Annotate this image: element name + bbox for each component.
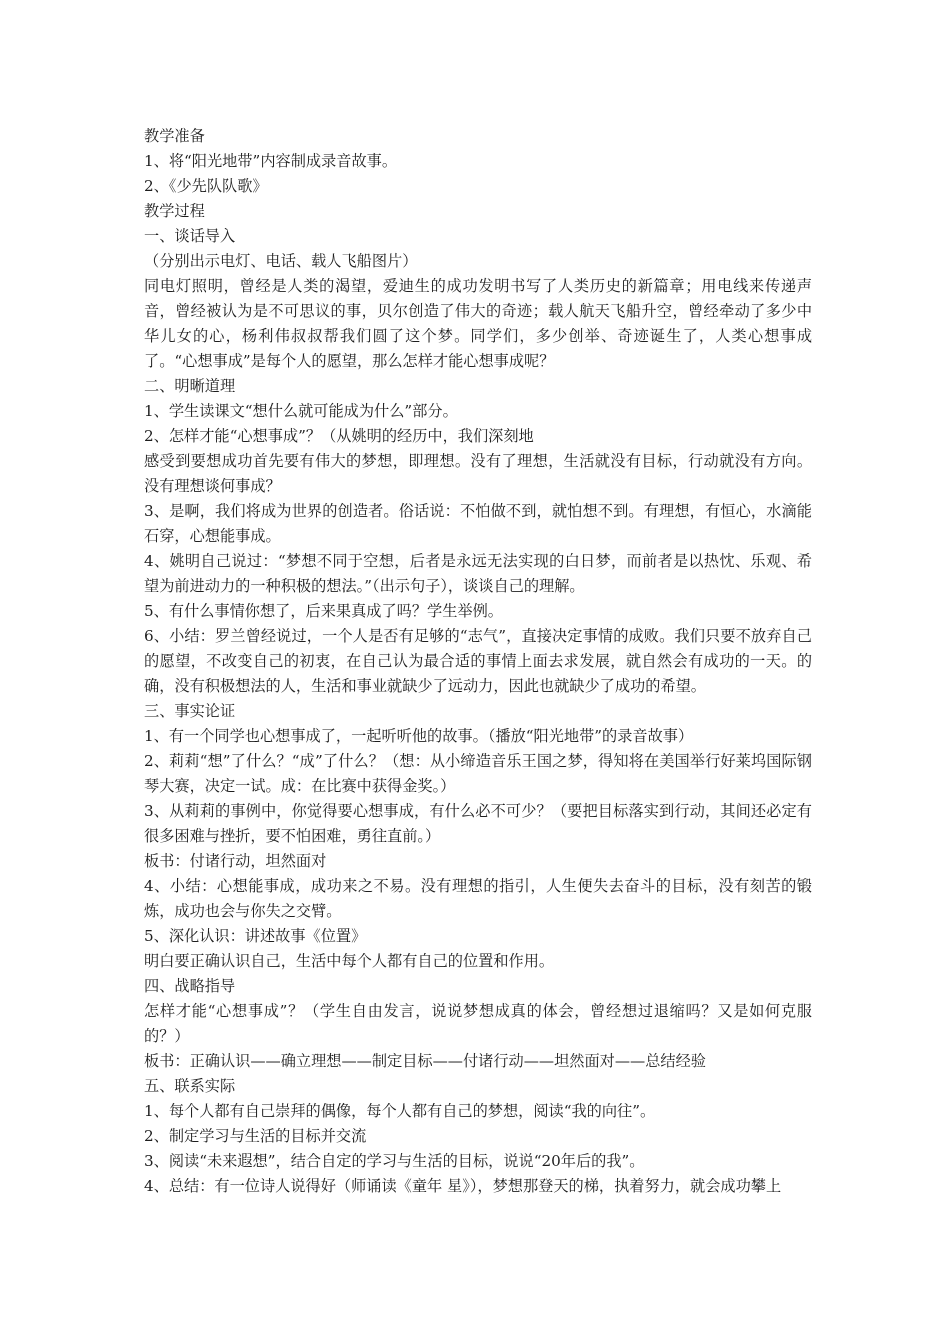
section-heading-2: 二、明晰道理 [144,377,236,395]
section-heading-3: 三、事实论证 [144,702,236,720]
section-heading-teaching-process: 教学过程 [144,202,205,220]
paragraph: 1、每个人都有自己崇拜的偶像，每个人都有自己的梦想，阅读“我的向往”。 [144,1102,656,1120]
paragraph: 同电灯照明，曾经是人类的渴望，爱迪生的成功发明书写了人类历史的新篇章；用电线来传递声音，曾经被认为是不可思议的事，贝尔创造了伟大的奇迹；载人航天飞船升空，曾经牵动了多少中华儿女的心，杨利伟叔叔帮我们圆了这个梦。同学们，多少创举、奇迹诞生了，人类心想事成了。“心想事成”是每个人的愿望，那么怎样才能心想事成呢？ [144,277,812,370]
paragraph: 4、总结：有一位诗人说得好（师诵读《童年 星》），梦想那登天的梯，执着努力，就会成功攀上 [144,1177,782,1195]
board-note: 板书：付诸行动，坦然面对 [144,852,327,870]
paragraph: 4、小结：心想能事成，成功来之不易。没有理想的指引，人生便失去奋斗的目标，没有刻苦的锻炼，成功也会与你失之交臂。 [144,877,812,920]
paragraph: 5、有什么事情你想了，后来果真成了吗？学生举例。 [144,602,503,620]
section-heading-5: 五、联系实际 [144,1077,236,1095]
paragraph: 2、制定学习与生活的目标并交流 [144,1127,367,1145]
paragraph: 6、小结：罗兰曾经说过，一个人是否有足够的“志气”，直接决定事情的成败。我们只要不放弃自己的愿望，不改变自己的初衷，在自己认为最合适的事情上面去求发展，就自然会有成功的一天。的确，没有积极想法的人，生活和事业就缺少了远动力，因此也就缺少了成功的希望。 [144,627,812,695]
paragraph: 3、阅读“未来遐想”，结合自定的学习与生活的目标，说说“20年后的我”。 [144,1152,645,1170]
paragraph: 3、是啊，我们将成为世界的创造者。俗话说：不怕做不到，就怕想不到。有理想，有恒心，水滴能石穿，心想能事成。 [144,502,812,545]
section-heading-teaching-prep: 教学准备 [144,127,205,145]
section-heading-4: 四、战略指导 [144,977,236,995]
paragraph: 5、深化认识：讲述故事《位置》 [144,927,367,945]
paragraph: 2、怎样才能“心想事成”？（从姚明的经历中，我们深刻地 [144,427,534,445]
section-heading-1: 一、谈话导入 [144,227,236,245]
paragraph: 1、将“阳光地带”内容制成录音故事。 [144,152,398,170]
paragraph: 2、《少先队队歌》 [144,177,268,195]
board-note: 板书：正确认识——确立理想——制定目标——付诸行动——坦然面对——总结经验 [144,1052,706,1070]
paragraph: 2、莉莉“想”了什么？“成”了什么？（想：从小缔造音乐王国之梦，得知将在美国举行好莱坞国际钢琴大赛，决定一试。成：在比赛中获得金奖。） [144,752,812,795]
document-body [144,124,812,1199]
paragraph: 3、从莉莉的事例中，你觉得要心想事成，有什么必不可少？（要把目标落实到行动，其间还必定有很多困难与挫折，要不怕困难，勇往直前。） [144,802,812,845]
paragraph: 4、姚明自己说过：“梦想不同于空想，后者是永远无法实现的白日梦，而前者是以热忱、乐观、希望为前进动力的一种积极的想法。”（出示句子），谈谈自己的理解。 [144,552,812,595]
paragraph: 感受到要想成功首先要有伟大的梦想，即理想。没有了理想，生活就没有目标，行动就没有方向。没有理想谈何事成？ [144,452,812,495]
paragraph: 1、学生读课文“想什么就可能成为什么”部分。 [144,402,458,420]
paragraph: 明白要正确认识自己，生活中每个人都有自己的位置和作用。 [144,952,555,970]
paragraph: 怎样才能“心想事成”？（学生自由发言，说说梦想成真的体会，曾经想过退缩吗？又是如何克服的？） [144,1002,812,1045]
paragraph: （分别出示电灯、电话、载人飞船图片） [144,252,418,270]
paragraph: 1、有一个同学也心想事成了，一起听听他的故事。（播放“阳光地带”的录音故事） [144,727,694,745]
